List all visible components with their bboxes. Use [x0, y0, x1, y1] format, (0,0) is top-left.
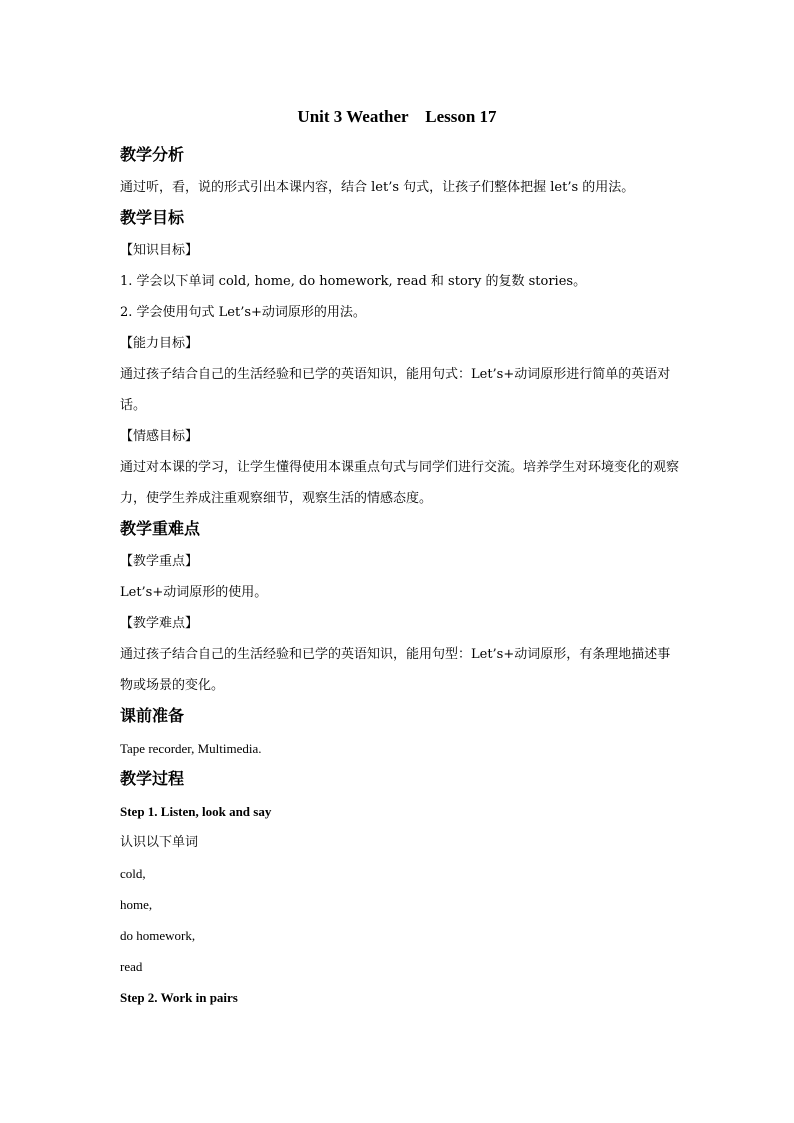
teaching-difficulty-text: 通过孩子结合自己的生活经验和已学的英语知识，能用句型：Let’s+动词原形，有条理地描述事物或场景的变化。 [120, 647, 671, 693]
page-title: Unit 3 Weather Lesson 17 [297, 107, 497, 126]
emotion-objective-text: 通过对本课的学习，让学生懂得使用本课重点句式与同学们进行交流。培养学生对环境变化的观察力，使学生养成注重观察细节，观察生活的情感态度。 [120, 460, 680, 506]
emotion-objective-label: 【情感目标】 [120, 429, 199, 444]
document-body [120, 140, 680, 1013]
analysis-text: 通过听，看，说的形式引出本课内容，结合 let’s 句式，让孩子们整体把握 let’s 的用法。 [120, 180, 635, 195]
step-2-heading: Step 2. Work in pairs [120, 990, 238, 1005]
section-heading-analysis: 教学分析 [120, 145, 185, 164]
ability-objective-label: 【能力目标】 [120, 336, 199, 351]
step-1-heading: Step 1. Listen, look and say [120, 804, 272, 819]
preparation-text: Tape recorder, Multimedia. [120, 741, 262, 756]
vocab-word: do homework, [120, 928, 196, 943]
vocab-word: cold, [120, 866, 146, 881]
section-heading-process: 教学过程 [120, 769, 185, 788]
teaching-difficulty-label: 【教学难点】 [120, 616, 199, 631]
section-heading-key-points: 教学重难点 [120, 519, 201, 538]
vocab-word: read [120, 959, 143, 974]
ability-objective-text: 通过孩子结合自己的生活经验和已学的英语知识，能用句式：Let’s+动词原形进行简单的英语对话。 [120, 367, 671, 413]
section-heading-objectives: 教学目标 [120, 208, 185, 227]
vocab-word: home, [120, 897, 153, 912]
section-heading-preparation: 课前准备 [120, 706, 185, 725]
teaching-focus-label: 【教学重点】 [120, 554, 199, 569]
knowledge-objective-label: 【知识目标】 [120, 243, 199, 258]
knowledge-item-1: 1. 学会以下单词 cold, home, do homework, read 和 story 的复数 stories。 [120, 274, 587, 289]
step-1-intro: 认识以下单词 [120, 835, 199, 850]
knowledge-item-2: 2. 学会使用句式 Let’s+动词原形的用法。 [120, 305, 366, 320]
teaching-focus-text: Let’s+动词原形的使用。 [120, 585, 268, 600]
